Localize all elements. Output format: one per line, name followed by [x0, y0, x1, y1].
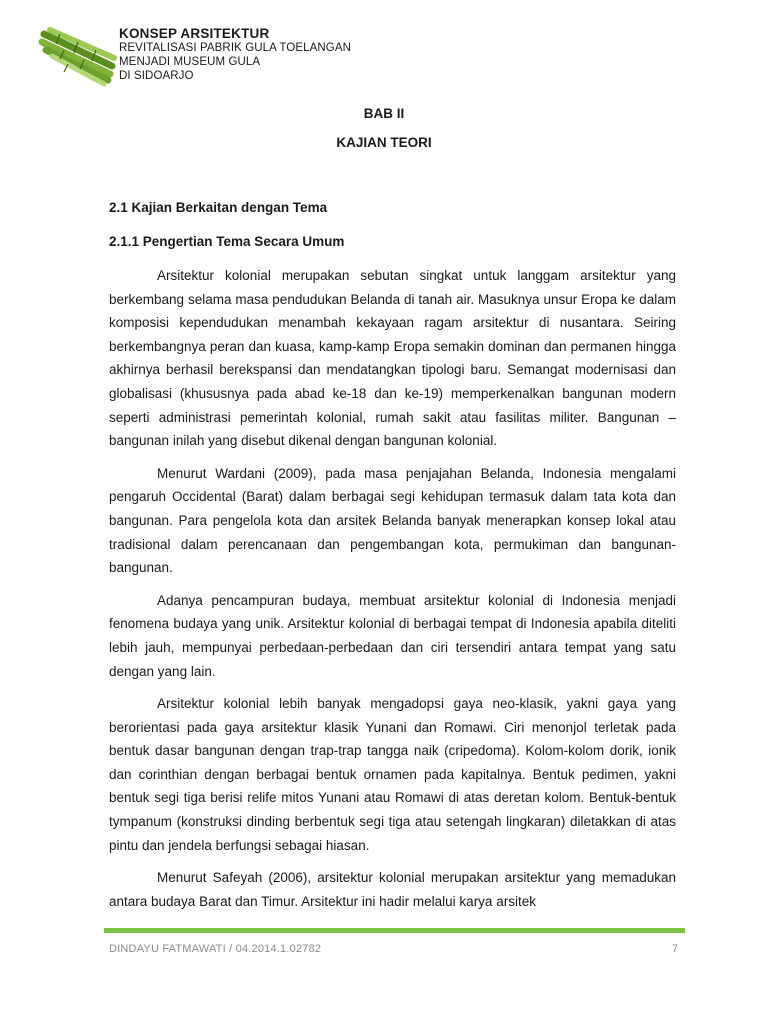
paragraph: Adanya pencampuran budaya, membuat arsitektur kolonial di Indonesia menjadi fenomena budaya yang unik. Arsitektur kolonial di berbagai tempat di Indonesia apabila diteliti lebih jauh, mempunyai perbedaan-perbedaan dan ciri tersendiri antara tempat yang satu dengan yang lain.	[109, 592, 676, 679]
subsection-heading: 2.1.1 Pengertian Tema Secara Umum	[109, 234, 345, 249]
header-subtitle-line: MENJADI MUSEUM GULA	[119, 56, 261, 68]
paragraph: Arsitektur kolonial lebih banyak mengadopsi gaya neo-klasik, yakni gaya yang berorientasi pada gaya arsitektur klasik Yunani dan Romawi. Ciri menonjol terletak pada bentuk dasar bangunan dengan trap-trap tangga naik (cripedoma). Kolom-kolom dorik, ionik dan corinthian dengan berbagai bentuk ornamen pada kapitalnya. Bentuk pedimen, yakni bentuk segi tiga berisi relife mitos Yunani atau Romawi di atas deretan kolom. Bentuk-bentuk tympanum (konstruksi dinding berbentuk segi tiga atau setengah lingkaran) diletakkan di atas pintu dan jendela berfungsi sebagai hiasan.	[109, 696, 676, 853]
paragraph: Arsitektur kolonial merupakan sebutan singkat untuk langgam arsitektur yang berkembang selama masa pendudukan Belanda di tanah air. Masuknya unsur Eropa ke dalam komposisi kependudukan menambah kekayaan ragam arsitektur di nusantara. Seiring berkembangnya peran dan kuasa, kamp-kamp Eropa semakin dominan dan permanen hingga akhirnya berhasil berekspansi dan mendatangkan tipologi baru. Semangat modernisasi dan globalisasi (khususnya pada abad ke-18 dan ke-19) memperkenalkan bangunan modern seperti administrasi pemerintah kolonial, rumah sakit atau fasilitas militer. Bangunan – bangunan inilah yang disebut dikenal dengan bangunan kolonial.	[109, 268, 676, 449]
chapter-title: KAJIAN TEORI	[336, 135, 432, 150]
paragraph: Menurut Wardani (2009), pada masa penjajahan Belanda, Indonesia mengalami pengaruh Occidental (Barat) dalam berbagai segi kehidupan termasuk dalam tata kota dan bangunan. Para pengelola kota dan arsitek Belanda banyak menerapkan konsep lokal atau tradisional dalam perencanaan dan pengembangan kota, permukiman dan bangunan-bangunan.	[109, 465, 676, 576]
header-subtitle-line: DI SIDOARJO	[119, 70, 194, 82]
document-header	[119, 27, 351, 83]
chapter-number: BAB II	[363, 106, 405, 121]
footer-author: DINDAYU FATMAWATI / 04.2014.1.02782	[109, 943, 322, 955]
paragraph: Menurut Safeyah (2006), arsitektur kolonial merupakan arsitektur yang memadukan antara budaya Barat dan Timur. Arsitektur ini hadir melalui karya arsitek	[109, 870, 676, 909]
section-heading: 2.1 Kajian Berkaitan dengan Tema	[109, 200, 328, 215]
header-title: KONSEP ARSITEKTUR	[119, 26, 270, 41]
page-number: 7	[671, 943, 678, 955]
sugarcane-bundle-icon	[38, 26, 118, 88]
header-subtitle-line: REVITALISASI PABRIK GULA TOELANGAN	[119, 42, 351, 54]
body-text	[109, 264, 676, 913]
footer-rule	[104, 928, 685, 933]
